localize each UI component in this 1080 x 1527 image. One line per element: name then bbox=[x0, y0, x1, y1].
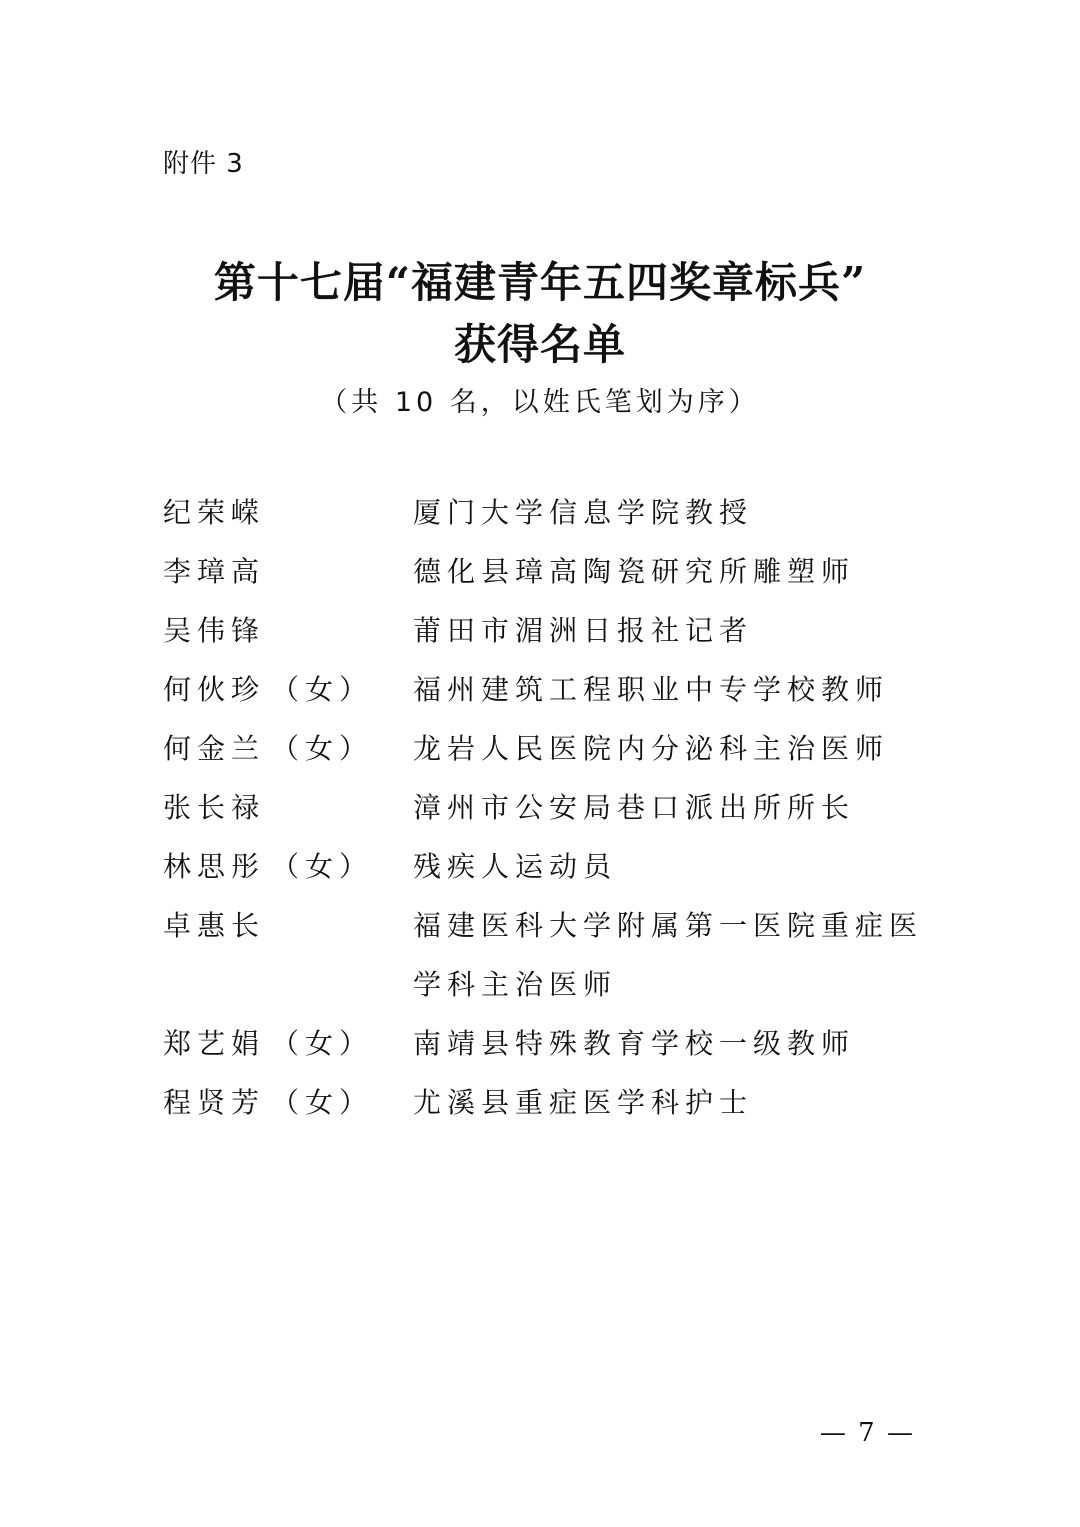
recipient-name-cell bbox=[163, 601, 413, 660]
recipient-name: 何金兰 bbox=[163, 732, 266, 765]
recipient-gender: （女） bbox=[271, 850, 374, 883]
recipient-description: 福州建筑工程职业中专学校教师 bbox=[413, 673, 890, 706]
recipient-name-cell bbox=[163, 660, 413, 719]
recipient-row bbox=[163, 1073, 943, 1132]
recipient-row bbox=[163, 483, 943, 542]
recipient-description: 龙岩人民医院内分泌科主治医师 bbox=[413, 732, 890, 765]
attachment-label: 附件 3 bbox=[163, 149, 244, 179]
recipient-name-cell bbox=[163, 719, 413, 778]
recipient-gender: （女） bbox=[271, 1027, 374, 1060]
document-title-line-2: 获得名单 bbox=[453, 320, 626, 369]
recipient-gender: （女） bbox=[271, 673, 374, 706]
recipient-description: 南靖县特殊教育学校一级教师 bbox=[413, 1027, 856, 1060]
recipient-row bbox=[163, 896, 943, 1014]
recipient-gender: （女） bbox=[271, 732, 374, 765]
recipient-row bbox=[163, 719, 943, 778]
recipient-name-cell bbox=[163, 542, 413, 601]
recipient-name-cell bbox=[163, 483, 413, 542]
recipient-description: 尤溪县重症医学科护士 bbox=[413, 1086, 754, 1119]
recipient-description: 莆田市湄洲日报社记者 bbox=[413, 614, 754, 647]
recipient-name: 纪荣嵘 bbox=[163, 496, 266, 529]
recipient-name: 程贤芳 bbox=[163, 1086, 266, 1119]
document-title-line-1: 第十七届“福建青年五四奖章标兵” bbox=[213, 258, 867, 307]
recipient-row bbox=[163, 660, 943, 719]
recipient-description: 残疾人运动员 bbox=[413, 850, 618, 883]
recipient-description: 德化县璋高陶瓷研究所雕塑师 bbox=[413, 555, 856, 588]
recipient-list bbox=[163, 483, 943, 1132]
recipient-row bbox=[163, 778, 943, 837]
recipient-description: 福建医科大学附属第一医院重症医学科主治医师 bbox=[413, 909, 924, 1001]
recipient-name-cell bbox=[163, 837, 413, 896]
recipient-name: 何伙珍 bbox=[163, 673, 266, 706]
recipient-row bbox=[163, 1014, 943, 1073]
recipient-row bbox=[163, 601, 943, 660]
recipient-name-cell bbox=[163, 1014, 413, 1073]
recipient-name: 卓惠长 bbox=[163, 909, 266, 942]
recipient-name: 林思彤 bbox=[163, 850, 266, 883]
recipient-name-cell bbox=[163, 1073, 413, 1132]
recipient-gender: （女） bbox=[271, 1086, 374, 1119]
recipient-name: 郑艺娟 bbox=[163, 1027, 266, 1060]
recipient-description: 厦门大学信息学院教授 bbox=[413, 496, 754, 529]
recipient-row bbox=[163, 542, 943, 601]
recipient-description: 漳州市公安局巷口派出所所长 bbox=[413, 791, 856, 824]
recipient-name-cell bbox=[163, 896, 413, 1014]
recipient-name: 张长禄 bbox=[163, 791, 266, 824]
page-number: — 7 — bbox=[819, 1418, 915, 1448]
recipient-row bbox=[163, 837, 943, 896]
document-subtitle: （共 10 名，以姓氏笔划为序） bbox=[320, 387, 760, 418]
recipient-name-cell bbox=[163, 778, 413, 837]
recipient-name: 李璋高 bbox=[163, 555, 266, 588]
recipient-name: 吴伟锋 bbox=[163, 614, 266, 647]
